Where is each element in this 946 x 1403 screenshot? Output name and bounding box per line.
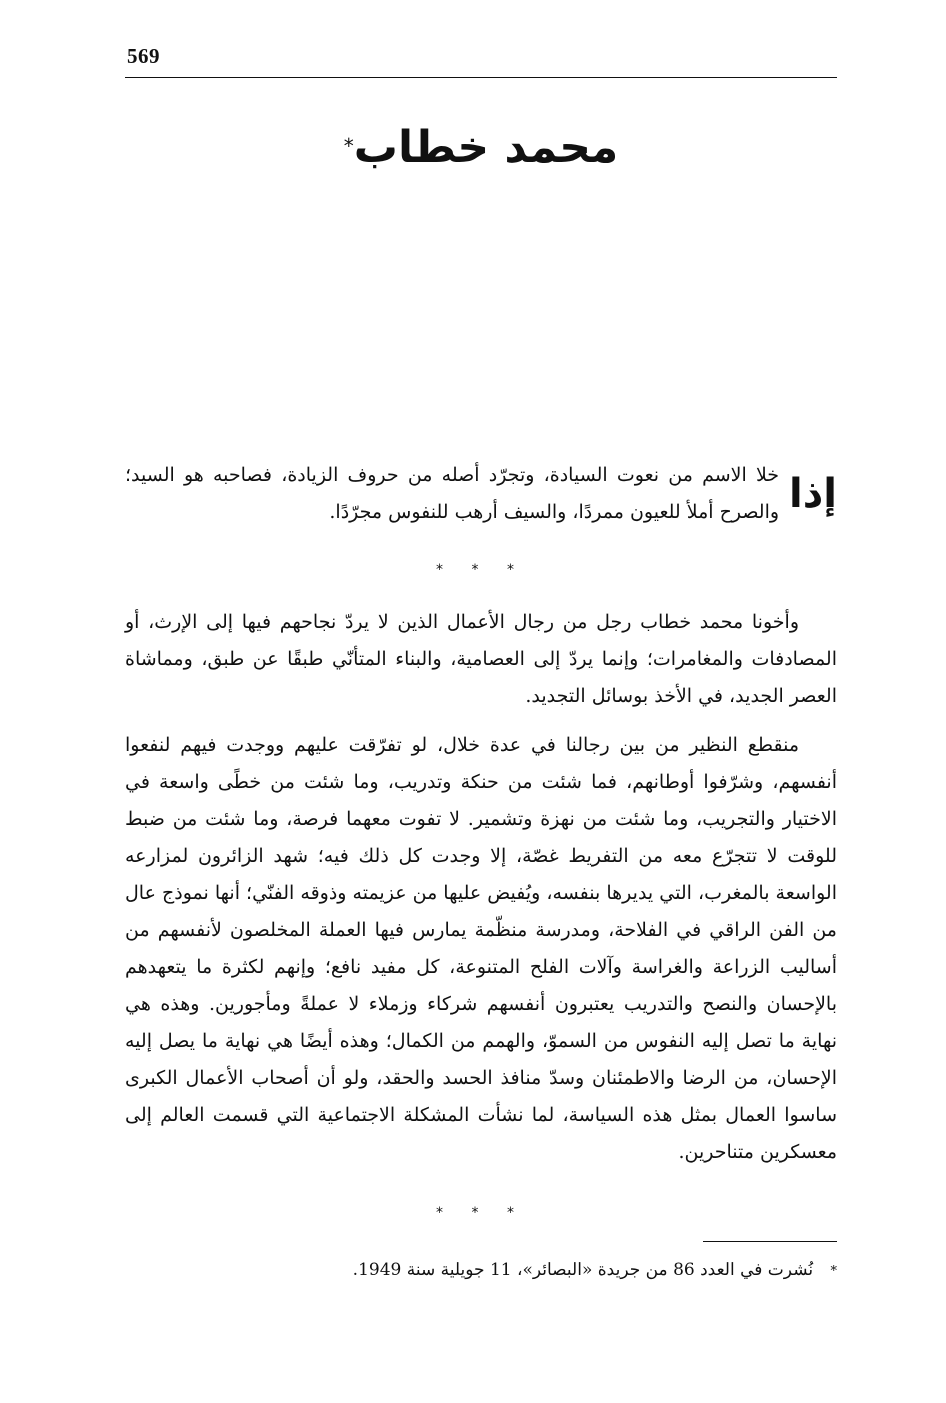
page-number: 569 [127,44,160,68]
footnote-rule [703,1241,837,1242]
footnote [125,1255,837,1287]
page-title [125,116,837,180]
title-footnote-mark: * [343,134,354,158]
intro-paragraph [125,457,837,531]
body-paragraph-2: منقطع النظير من بين رجالنا في عدة خلال، لو تفرّقت عليهم ووجدت فيهم لنفعوا أنفسهم، وشرّفوا أوطانهم، فما شئت من حنكة وتدريب، وما شئت من خطًى واسعة في الاختيار والتجريب، وما شئت من نهزة وتشمير. لا تفوت معهما فرصة، وما شئت من ضبط للوقت لا تتجرّع معه من التفريط غصّة، إلا وجدت كل ذلك فيه؛ شهد الزائرون لمزارعه الواسعة بالمغرب، التي يديرها بنفسه، ويُفيض عليها من عزيمته وذوقه الفنّي؛ أنها نموذج عال من الفن الراقي في الفلاحة، ومدرسة منظّمة يمارس فيها العملة المخلصون لأنفسهم من أساليب الزراعة والغراسة وآلات الفلح المتنوعة، كل مفيد نافع؛ وإنهم لكثرة ما يتعهدهم بالإحسان والنصح والتدريب يعتبرون أنفسهم شركاء وزملاء لا عملةً ومأجورين. وهذه هي نهاية ما تصل إليه النفوس من السموّ، والهمم من الكمال؛ وهذه أيضًا هي نهاية ما يصل إليه الإحسان، من الرضا والاطمئنان وسدّ منافذ الحسد والحقد، ولو أن أصحاب الأعمال الكبرى ساسوا العمال بمثل هذه السياسة، لما نشأت المشكلة الاجتماعية التي قسمت العالم إلى معسكرين متناحرين. [125,734,837,1163]
section-separator-end: * * * [436,1205,526,1221]
footnote-text: نُشرت في العدد 86 من جريدة «البصائر»، 11 جويلية سنة 1949. [352,1260,814,1280]
drop-cap: إذا [789,471,837,517]
header-rule [125,77,837,78]
section-separator: * * * [436,562,526,578]
title-text: محمد خطاب [353,122,619,173]
intro-text: خلا الاسم من نعوت السيادة، وتجرّد أصله من حروف الزيادة، فصاحبه هو السيد؛ والصرح أملأ للعيون ممردًا، والسيف أرهب للنفوس مجرّدًا. [125,464,780,523]
footnote-mark: * [830,1264,837,1279]
body-paragraph-1: وأخونا محمد خطاب رجل من رجال الأعمال الذين لا يردّ نجاحهم فيها إلى الإرث، أو المصادفات والمغامرات؛ وإنما يردّ إلى العصامية، والبناء المتأنّي طبقًا عن طبق، ومماشاة العصر الجديد، في الأخذ بوسائل التجديد. [125,611,837,707]
